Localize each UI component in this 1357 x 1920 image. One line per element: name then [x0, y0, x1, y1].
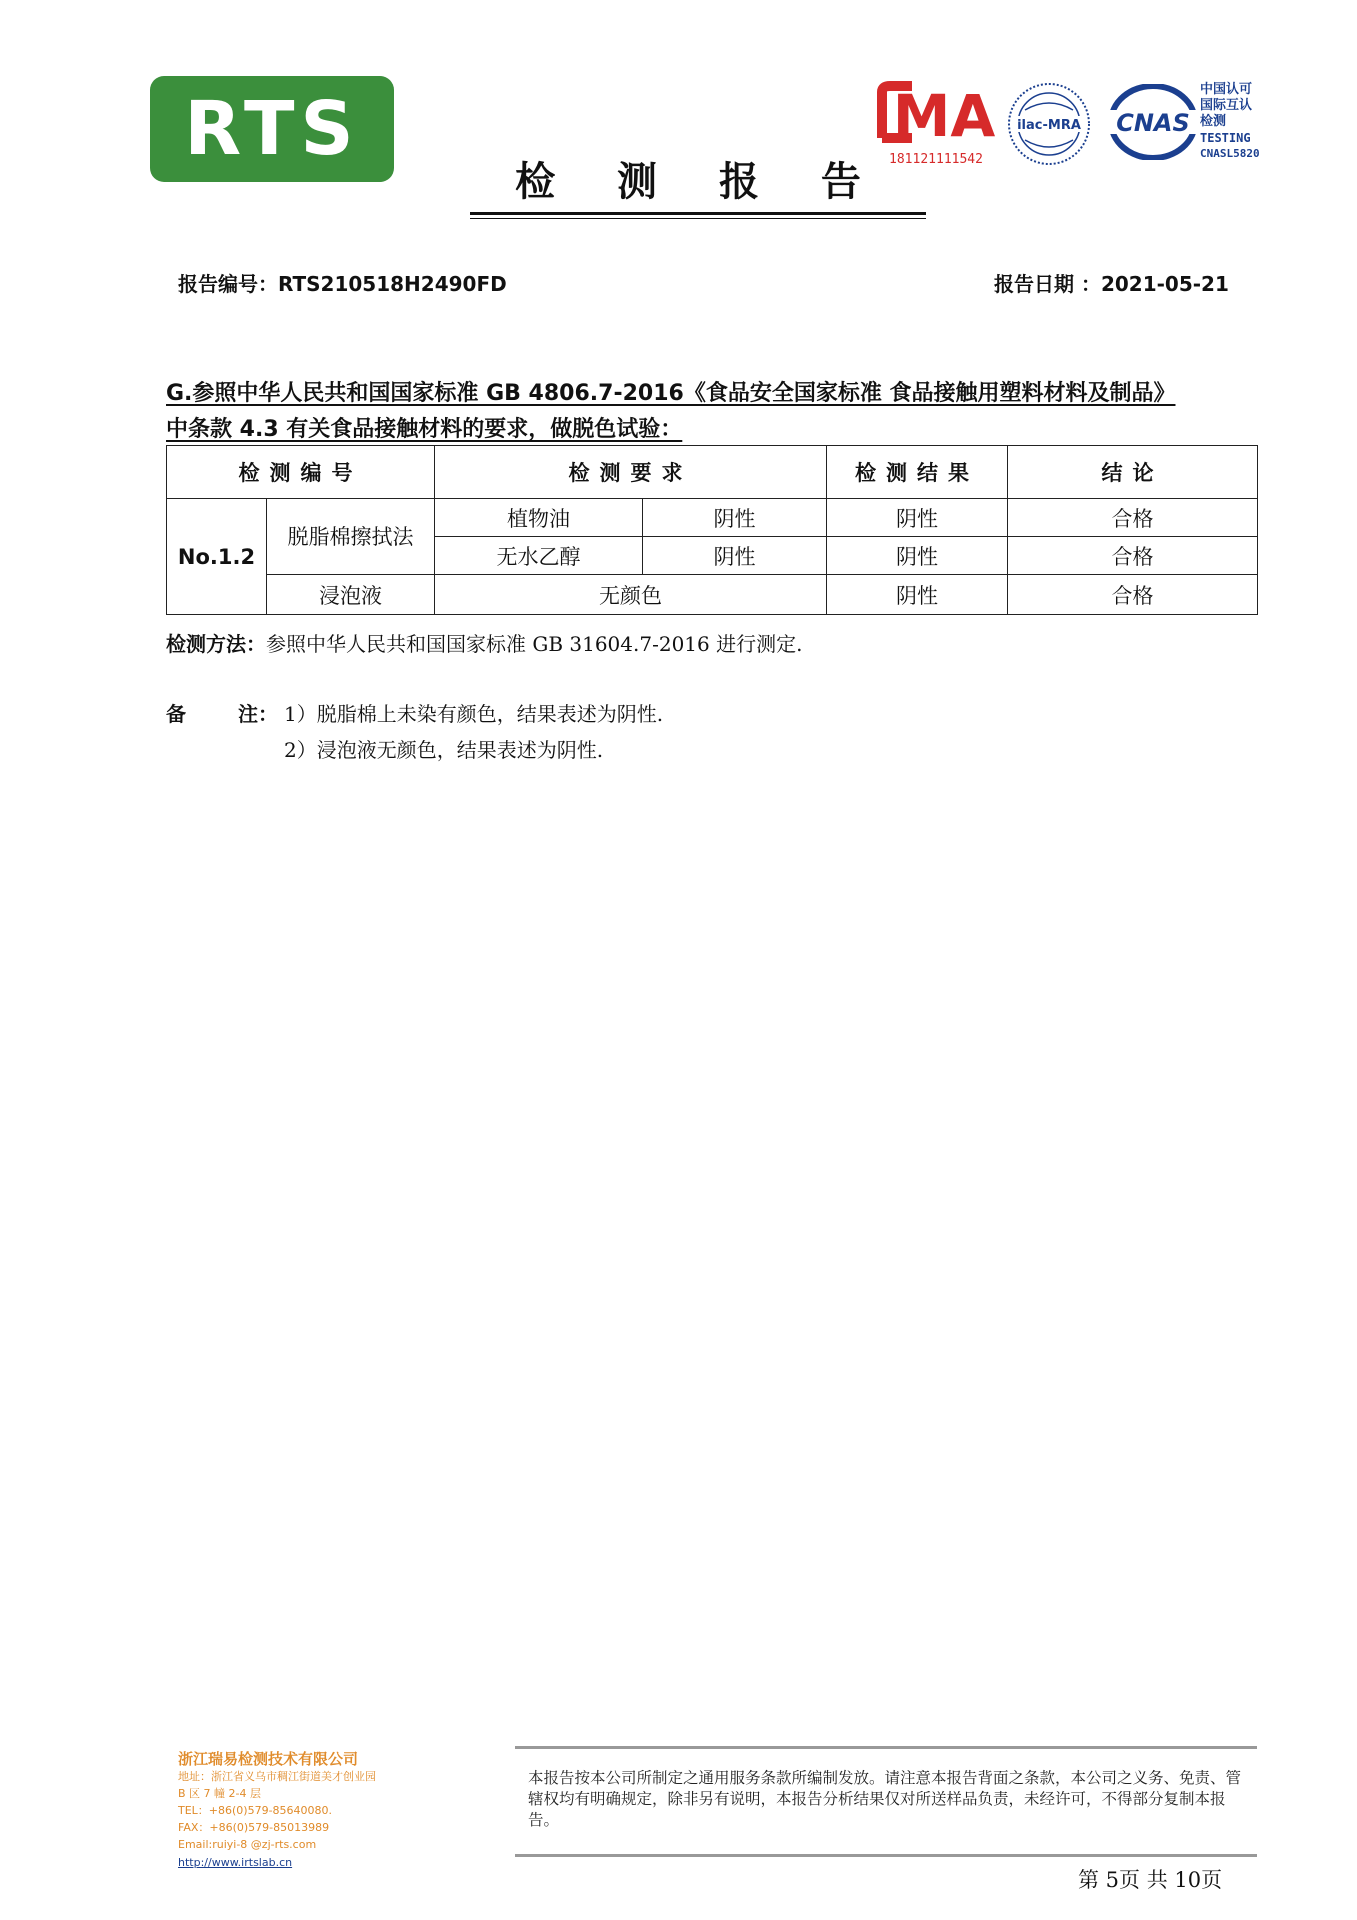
note-item: 2）浸泡液无颜色，结果表述为阴性. [284, 738, 604, 762]
cnas-icon [1108, 84, 1198, 160]
table-cell: 阴性 [827, 537, 1008, 575]
cma-text: MA [892, 82, 996, 150]
page-title: 检 测 报 告 [515, 158, 885, 205]
table-cell: 植物油 [435, 499, 643, 537]
company-url-link[interactable]: http://www.irtslab.cn [178, 1856, 293, 1869]
page-number: 第 5页 共 10页 [1078, 1868, 1223, 1892]
sample-number: No.1.2 [167, 499, 267, 615]
title-underline-thin [470, 218, 926, 219]
table-cell: 合格 [1008, 575, 1258, 615]
company-address-2: B 区 7 幢 2-4 层 [178, 1787, 261, 1800]
table-cell: 合格 [1008, 499, 1258, 537]
cnas-line: TESTING [1200, 131, 1251, 145]
title-underline [470, 212, 926, 215]
method-label: 检测方法： [166, 632, 266, 656]
company-fax: FAX：+86(0)579-85013989 [178, 1821, 330, 1834]
table-cell: 阴性 [827, 575, 1008, 615]
footer-divider [515, 1746, 1257, 1749]
table-header-row [167, 446, 1258, 499]
disclaimer-text: 本报告按本公司所制定之通用服务条款所编制发放。请注意本报告背面之条款，本公司之义务、免责、管辖权均有明确规定，除非另有说明，本报告分析结果仅对所送样品负责，未经许可，不得部分复制本报告。 [528, 1769, 1242, 1829]
table-cell: 浸泡液 [267, 575, 435, 615]
table-row [167, 575, 1258, 615]
table-cell: 阴性 [827, 499, 1008, 537]
header-conclusion: 结论 [1008, 446, 1258, 499]
cnas-line: CNASL5820 [1200, 147, 1260, 160]
report-date: 报告日期 ：2021-05-21 [994, 272, 1229, 296]
note-item: 1）脱脂棉上未染有颜色，结果表述为阴性. [284, 702, 664, 726]
table-cell: 阴性 [643, 537, 827, 575]
cnas-caption [1200, 82, 1320, 162]
footer-divider-bottom [515, 1854, 1257, 1857]
method-rub: 脱脂棉擦拭法 [267, 499, 435, 575]
header-sample-no: 检测编号 [167, 446, 435, 499]
notes-label: 备 [166, 702, 186, 726]
header-requirement: 检测要求 [435, 446, 827, 499]
method-text: 参照中华人民共和国国家标准 GB 31604.7-2016 进行测定. [266, 632, 803, 656]
cnas-line: 中国认可 [1200, 82, 1253, 97]
company-tel: TEL：+86(0)579-85640080. [178, 1804, 333, 1817]
table-cell: 无水乙醇 [435, 537, 643, 575]
cnas-text: CNAS [1116, 109, 1190, 137]
table-cell: 合格 [1008, 537, 1258, 575]
table-row [167, 499, 1258, 537]
section-heading: G.参照中华人民共和国国家标准 GB 4806.7-2016《食品安全国家标准 食品接触用塑料材料及制品》 [166, 381, 1176, 406]
cnas-line: 国际互认 [1200, 98, 1253, 113]
section-heading-cont: 中条款 4.3 有关食品接触材料的要求，做脱色试验： [166, 417, 683, 442]
ilac-mra-icon [1005, 80, 1093, 168]
result-table [166, 445, 1258, 615]
logo-text: RTS [184, 86, 360, 172]
cma-number: 181121111542 [889, 152, 983, 167]
table-cell: 阴性 [643, 499, 827, 537]
table-cell: 无颜色 [435, 575, 827, 615]
test-method [166, 628, 802, 657]
notes-colon: 注： [238, 702, 278, 726]
company-address: 地址：浙江省义乌市稠江街道美才创业园 [178, 1770, 376, 1783]
cnas-line: 检测 [1200, 114, 1227, 129]
company-email: Email:ruiyi-8 @zj-rts.com [178, 1838, 317, 1851]
ilac-text: ilac-MRA [1017, 118, 1081, 133]
header-result: 检测结果 [827, 446, 1008, 499]
company-logo [150, 76, 394, 182]
company-name: 浙江瑞易检测技术有限公司 [178, 1750, 359, 1768]
report-number: 报告编号：RTS210518H2490FD [178, 272, 507, 296]
